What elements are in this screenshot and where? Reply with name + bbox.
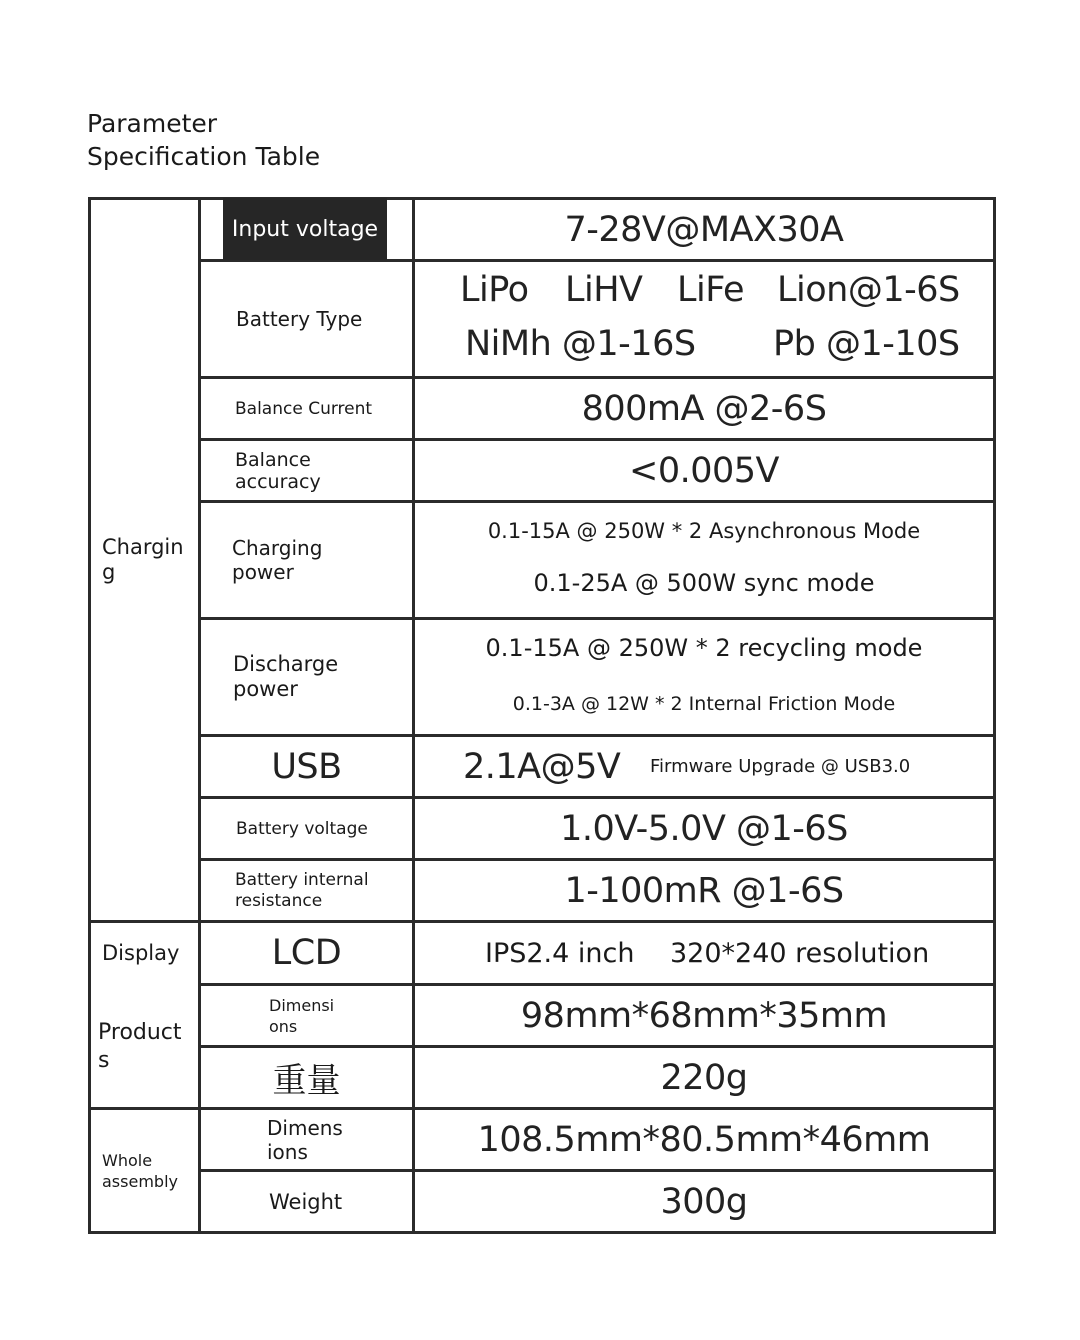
value-battery-internal-resistance: 1-100mR @1-6S bbox=[564, 870, 844, 911]
lcd-resolution: 320*240 resolution bbox=[670, 937, 930, 969]
label-discharge-power: Discharge power bbox=[233, 652, 339, 701]
battery-type-pb: Pb @1-10S bbox=[773, 324, 960, 364]
discharge-power-line-1: 0.1-15A @ 250W * 2 recycling mode bbox=[485, 634, 923, 662]
label-battery-internal-resistance: Battery internal resistance bbox=[235, 869, 369, 911]
label-whole-dimensions: Dimens ions bbox=[267, 1115, 343, 1164]
label-product-weight: 重量 bbox=[272, 1061, 341, 1101]
battery-type-lihv: LiHV bbox=[565, 270, 643, 310]
label-charging-power: Charging power bbox=[232, 536, 323, 584]
usb-output: 2.1A@5V bbox=[463, 746, 621, 787]
label-product-dimensions: Dimensi ons bbox=[269, 995, 335, 1036]
label-battery-type: Battery Type bbox=[236, 307, 363, 331]
title-line-2: Specification Table bbox=[87, 142, 321, 171]
label-usb: USB bbox=[271, 746, 342, 787]
category-charging: Chargin g bbox=[102, 535, 184, 584]
value-whole-weight: 300g bbox=[660, 1181, 748, 1222]
title-line-1: Parameter bbox=[87, 109, 218, 138]
lcd-size: IPS2.4 inch bbox=[485, 937, 635, 969]
value-product-dimensions: 98mm*68mm*35mm bbox=[520, 995, 888, 1036]
battery-type-life: LiFe bbox=[677, 270, 744, 310]
value-battery-voltage: 1.0V-5.0V @1-6S bbox=[560, 808, 848, 849]
category-whole-assembly: Whole assembly bbox=[102, 1150, 178, 1191]
value-balance-current: 800mA @2-6S bbox=[581, 388, 827, 429]
usb-firmware-note: Firmware Upgrade @ USB3.0 bbox=[650, 756, 911, 777]
value-discharge-power bbox=[415, 620, 993, 734]
value-charging-power bbox=[415, 503, 993, 617]
label-lcd: LCD bbox=[271, 933, 342, 973]
value-balance-accuracy: <0.005V bbox=[629, 450, 779, 491]
category-display: Display bbox=[102, 940, 180, 965]
discharge-power-line-2: 0.1-3A @ 12W * 2 Internal Friction Mode bbox=[512, 693, 896, 715]
charging-power-line-1: 0.1-15A @ 250W * 2 Asynchronous Mode bbox=[487, 519, 921, 543]
charging-power-line-2: 0.1-25A @ 500W sync mode bbox=[533, 569, 875, 597]
label-whole-weight: Weight bbox=[269, 1189, 343, 1214]
value-whole-dimensions: 108.5mm*80.5mm*46mm bbox=[477, 1119, 931, 1160]
label-balance-current: Balance Current bbox=[235, 398, 373, 419]
value-battery-type bbox=[415, 262, 993, 376]
label-balance-accuracy: Balance accuracy bbox=[235, 448, 321, 493]
page-title bbox=[87, 107, 320, 173]
grid-line bbox=[993, 197, 996, 1234]
category-products: Product s bbox=[98, 1019, 182, 1073]
grid-line bbox=[88, 1231, 996, 1234]
spec-table bbox=[88, 197, 996, 1234]
battery-type-lipo: LiPo bbox=[460, 270, 529, 310]
battery-type-lion: Lion@1-6S bbox=[777, 270, 960, 310]
value-product-weight: 220g bbox=[660, 1057, 748, 1098]
value-lcd bbox=[415, 923, 993, 983]
label-battery-voltage: Battery voltage bbox=[236, 818, 368, 839]
label-input-voltage: Input voltage bbox=[223, 198, 387, 260]
value-input-voltage: 7-28V@MAX30A bbox=[564, 209, 844, 250]
battery-type-nimh: NiMh @1-16S bbox=[465, 324, 696, 364]
value-usb bbox=[415, 737, 993, 796]
